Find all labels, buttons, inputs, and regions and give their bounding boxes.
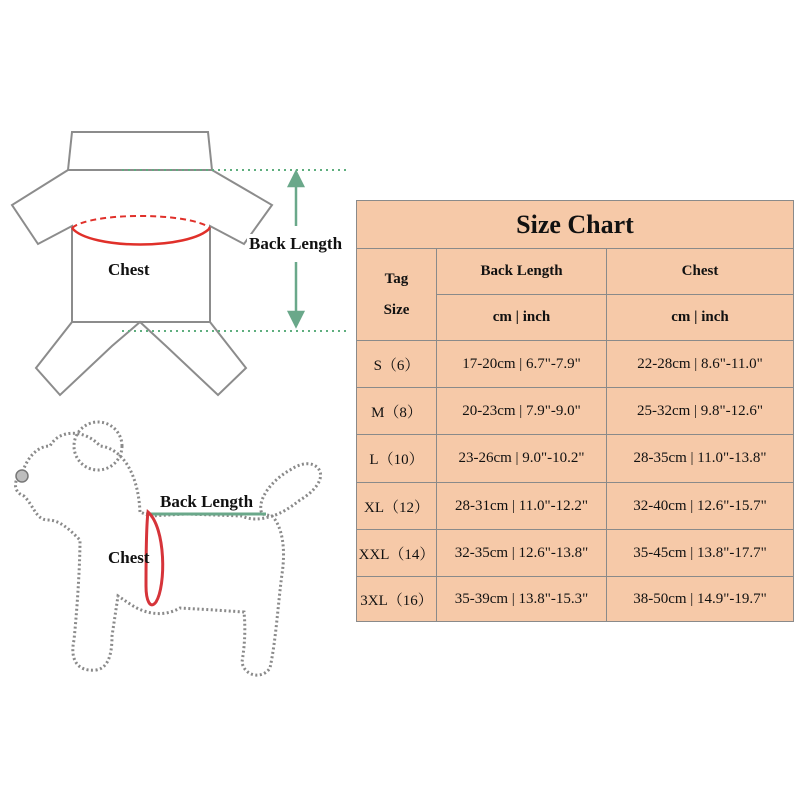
size-chart-title: Size Chart xyxy=(357,201,793,249)
row-back-length: 35-39cm | 13.8"-15.3" xyxy=(437,577,607,621)
dog-outline xyxy=(16,422,321,675)
row-tag: S（6） xyxy=(357,341,437,388)
dog-back-length-label: Back Length xyxy=(160,492,254,511)
dog-nose xyxy=(16,470,28,482)
row-chest: 22-28cm | 8.6"-11.0" xyxy=(607,341,793,388)
row-back-length: 23-26cm | 9.0"-10.2" xyxy=(437,435,607,483)
row-tag: M（8） xyxy=(357,388,437,435)
row-chest: 25-32cm | 9.8"-12.6" xyxy=(607,388,793,435)
row-chest: 38-50cm | 14.9"-19.7" xyxy=(633,590,767,607)
row-back-length: 17-20cm | 6.7"-7.9" xyxy=(437,341,607,388)
row-tag: XL（12） xyxy=(357,483,437,530)
size-chart-grid xyxy=(357,249,793,621)
shirt-back-length-label: Back Length xyxy=(249,234,343,253)
row-chest: 35-45cm | 13.8"-17.7" xyxy=(607,530,793,577)
row-back-length: 28-31cm | 11.0"-12.2" xyxy=(437,483,607,530)
row-tag: XXL（14） xyxy=(357,530,437,577)
row-back-length: 20-23cm | 7.9"-9.0" xyxy=(437,388,607,435)
shirt-chest-label: Chest xyxy=(108,260,150,279)
back-length-unit: cm | inch xyxy=(437,295,607,341)
chest-unit: cm | inch xyxy=(607,295,793,341)
tag-size-header xyxy=(357,249,437,341)
tag-header-line1: Tag xyxy=(384,270,409,287)
back-length-header: Back Length xyxy=(437,249,607,295)
chest-header: Chest xyxy=(607,249,793,295)
size-chart-table xyxy=(356,200,794,622)
dog-chest-label: Chest xyxy=(108,548,150,567)
tag-header-line2: Size xyxy=(383,301,410,318)
row-back-length: 32-35cm | 12.6"-13.8" xyxy=(437,530,607,577)
row-tag: L（10） xyxy=(357,435,437,483)
row-tag: 3XL（16） xyxy=(357,577,437,621)
row-chest: 32-40cm | 12.6"-15.7" xyxy=(607,483,793,530)
row-chest: 28-35cm | 11.0"-13.8" xyxy=(607,435,793,483)
